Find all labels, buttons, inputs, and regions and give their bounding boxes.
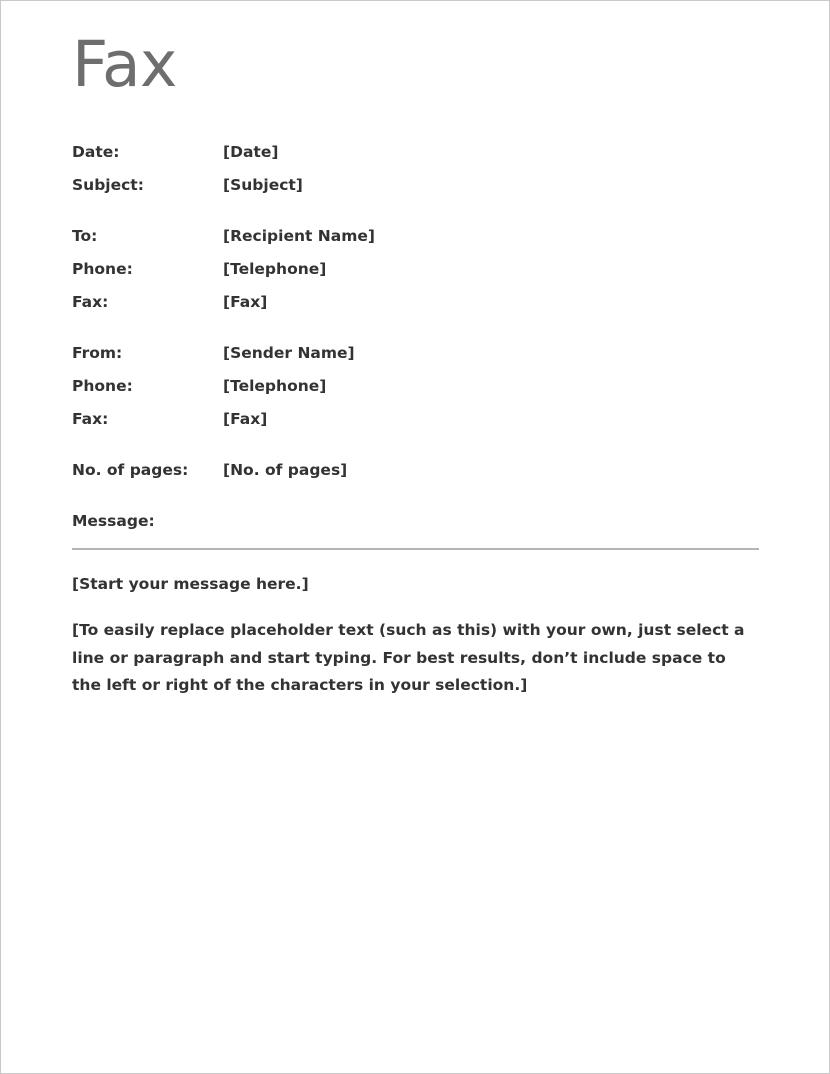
field-label-recipient-fax: Fax: bbox=[72, 293, 109, 311]
field-row-to bbox=[72, 227, 760, 260]
field-value-date[interactable]: [Date] bbox=[223, 143, 279, 161]
field-row-recipient-phone bbox=[72, 260, 760, 293]
message-label: Message: bbox=[72, 512, 155, 530]
message-instructions[interactable]: [To easily replace placeholder text (such as this) with your own, just select a line or paragraph and start typing. For best results, don’t include space to the left or right of the characters in your selection.] bbox=[72, 621, 745, 694]
field-label-subject: Subject: bbox=[72, 176, 144, 194]
field-group-divider bbox=[72, 326, 760, 344]
field-label-to: To: bbox=[72, 227, 98, 245]
field-row-subject bbox=[72, 176, 760, 209]
field-row-sender-fax bbox=[72, 410, 760, 443]
fax-fields bbox=[72, 143, 760, 494]
field-row-from bbox=[72, 344, 760, 377]
field-label-page-count: No. of pages: bbox=[72, 461, 189, 479]
field-label-recipient-phone: Phone: bbox=[72, 260, 133, 278]
field-value-sender-phone[interactable]: [Telephone] bbox=[223, 377, 327, 395]
horizontal-rule bbox=[72, 548, 759, 550]
field-value-recipient-phone[interactable]: [Telephone] bbox=[223, 260, 327, 278]
field-value-sender-fax[interactable]: [Fax] bbox=[223, 410, 268, 428]
field-label-sender-fax: Fax: bbox=[72, 410, 109, 428]
page-title: Fax bbox=[72, 28, 177, 101]
field-group-divider bbox=[72, 209, 760, 227]
field-row-page-count bbox=[72, 461, 760, 494]
field-label-from: From: bbox=[72, 344, 123, 362]
field-group-divider bbox=[72, 443, 760, 461]
field-value-subject[interactable]: [Subject] bbox=[223, 176, 303, 194]
field-value-recipient-fax[interactable]: [Fax] bbox=[223, 293, 268, 311]
field-row-date bbox=[72, 143, 760, 176]
field-value-to[interactable]: [Recipient Name] bbox=[223, 227, 375, 245]
message-body-placeholder[interactable]: [Start your message here.] bbox=[72, 575, 309, 593]
field-row-sender-phone bbox=[72, 377, 760, 410]
field-value-page-count[interactable]: [No. of pages] bbox=[223, 461, 348, 479]
field-label-sender-phone: Phone: bbox=[72, 377, 133, 395]
field-row-recipient-fax bbox=[72, 293, 760, 326]
field-label-date: Date: bbox=[72, 143, 120, 161]
field-value-from[interactable]: [Sender Name] bbox=[223, 344, 355, 362]
document-content bbox=[72, 1, 760, 715]
